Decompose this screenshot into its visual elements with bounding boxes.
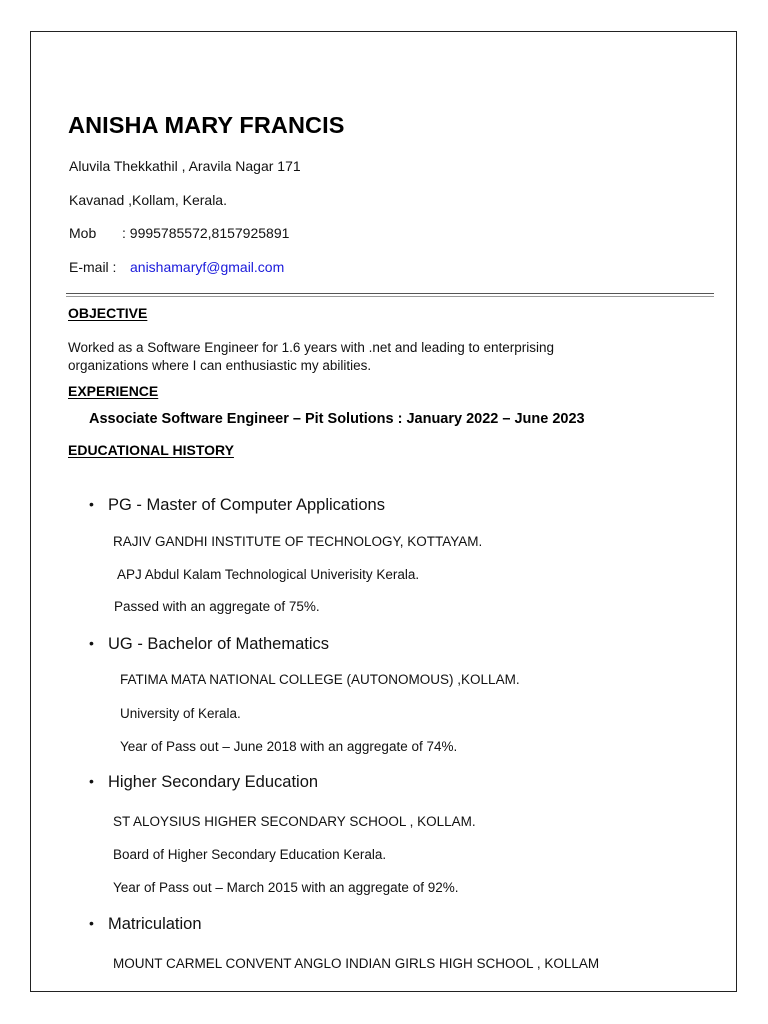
candidate-name: ANISHA MARY FRANCIS xyxy=(68,112,345,138)
email-link[interactable]: anishamaryf@gmail.com xyxy=(130,259,285,275)
education-line: University of Kerala. xyxy=(120,706,241,721)
education-line: MOUNT CARMEL CONVENT ANGLO INDIAN GIRLS HIGH SCHOOL , KOLLAM xyxy=(113,956,600,971)
section-divider-bottom xyxy=(66,296,714,297)
objective-heading: OBJECTIVE xyxy=(68,305,148,321)
section-divider-top xyxy=(66,293,714,294)
education-item-ug-title xyxy=(89,635,329,654)
education-item-pg-title xyxy=(89,496,385,515)
mobile-value: : 9995785572,8157925891 xyxy=(122,225,290,241)
bullet-icon: • xyxy=(89,773,94,789)
education-title: Higher Secondary Education xyxy=(108,773,319,791)
email-row xyxy=(69,259,284,275)
experience-heading: EXPERIENCE xyxy=(68,383,159,399)
education-line: Board of Higher Secondary Education Kerala. xyxy=(113,847,387,862)
education-item-hse-title xyxy=(89,773,318,792)
bullet-icon: • xyxy=(89,915,94,931)
education-item-matric-title xyxy=(89,915,202,934)
bullet-icon: • xyxy=(89,496,94,512)
education-line: APJ Abdul Kalam Technological Univerisity Kerala. xyxy=(117,567,420,582)
education-line: ST ALOYSIUS HIGHER SECONDARY SCHOOL , KOLLAM. xyxy=(113,814,476,829)
education-line: Year of Pass out – March 2015 with an aggregate of 92%. xyxy=(113,880,459,895)
education-line: FATIMA MATA NATIONAL COLLEGE (AUTONOMOUS) ,KOLLAM. xyxy=(120,672,520,687)
address-line-2: Kavanad ,Kollam, Kerala. xyxy=(69,192,227,208)
education-line: Year of Pass out – June 2018 with an aggregate of 74%. xyxy=(120,739,458,754)
email-label: E-mail : xyxy=(69,259,117,275)
education-line: Passed with an aggregate of 75%. xyxy=(114,599,320,614)
education-title: UG - Bachelor of Mathematics xyxy=(108,635,329,653)
mobile-row xyxy=(69,225,289,241)
address-line-1: Aluvila Thekkathil , Aravila Nagar 171 xyxy=(69,158,301,174)
bullet-icon: • xyxy=(89,635,94,651)
experience-item: Associate Software Engineer – Pit Solutions : January 2022 – June 2023 xyxy=(89,411,585,427)
objective-text: Worked as a Software Engineer for 1.6 years with .net and leading to enterprising organizations where I can enthusiastic my abilities. xyxy=(68,340,555,373)
education-title: PG - Master of Computer Applications xyxy=(108,496,385,514)
education-heading: EDUCATIONAL HISTORY xyxy=(68,442,234,458)
mobile-label: Mob xyxy=(69,225,97,241)
education-title: Matriculation xyxy=(108,915,202,933)
resume-page xyxy=(30,31,737,992)
education-line: RAJIV GANDHI INSTITUTE OF TECHNOLOGY, KOTTAYAM. xyxy=(113,534,483,549)
